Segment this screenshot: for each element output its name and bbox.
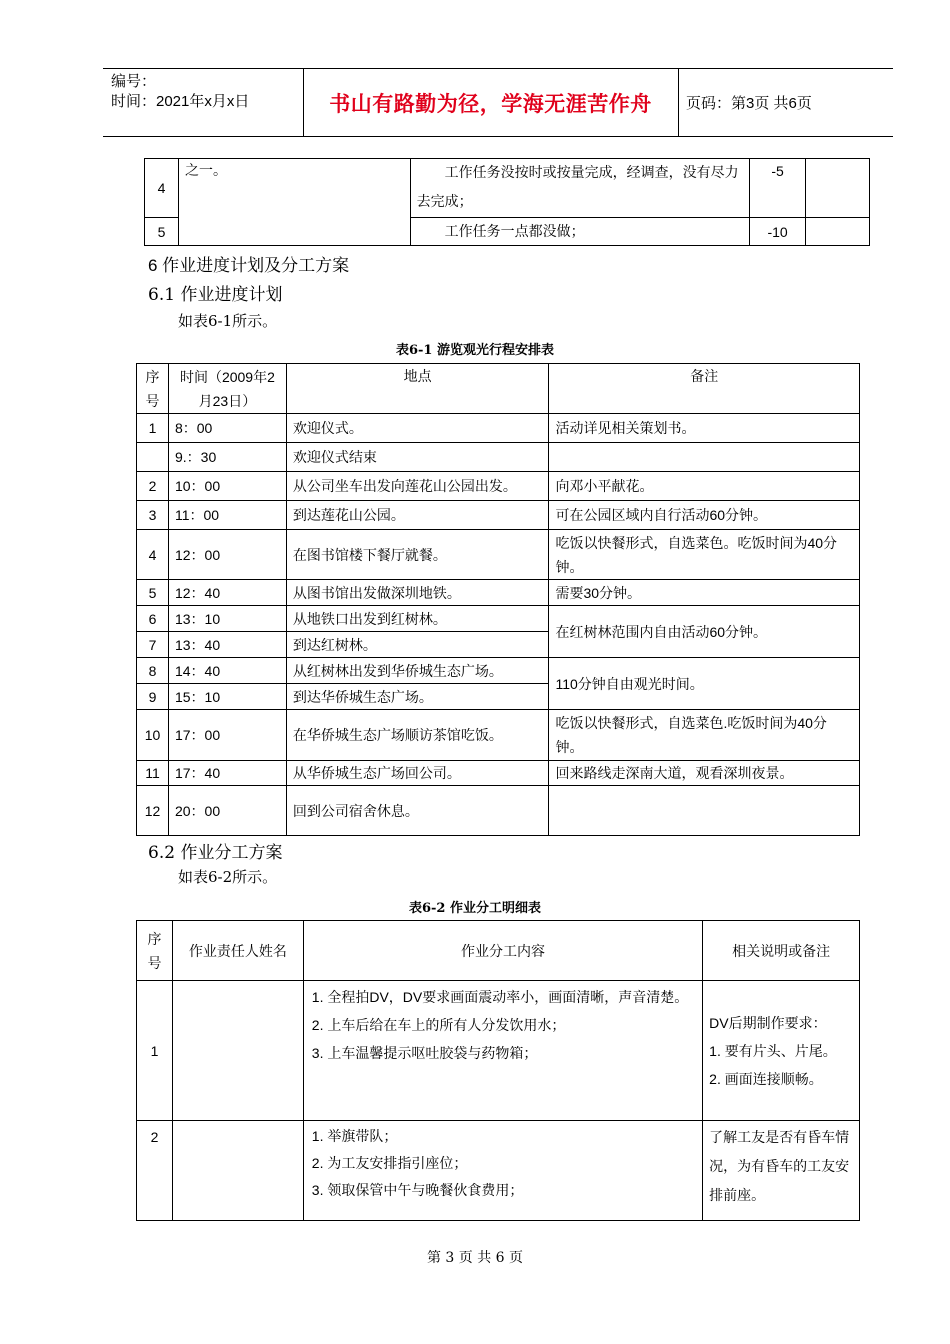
cell-time: 8：00: [168, 414, 286, 443]
table-row: [137, 443, 860, 472]
cell-no: 10: [137, 710, 169, 761]
cell-note: 可在公园区域内自行活动60分钟。: [549, 501, 860, 530]
cell-time: 17：40: [168, 761, 286, 786]
date-label: 时间：2021年x月x日: [111, 93, 250, 110]
cell-no: 4: [137, 530, 169, 580]
cell-no: 7: [137, 632, 169, 658]
cell-place: 在图书馆楼下餐厅就餐。: [286, 530, 549, 580]
cell-time: 20：00: [168, 786, 286, 836]
row-no: 5: [145, 218, 179, 246]
cell-time: 17：00: [168, 710, 286, 761]
header-meta: [103, 69, 304, 136]
header-no: 序号: [137, 364, 169, 414]
header-task: 作业分工内容: [303, 921, 702, 981]
cell-place: 在华侨城生态广场顺访茶馆吃饭。: [286, 710, 549, 761]
row-score: -10: [750, 218, 806, 246]
table-row: [137, 414, 860, 443]
header-no: 序号: [137, 921, 173, 981]
cell-time: 13：10: [168, 606, 286, 632]
cell-name: [172, 1121, 303, 1221]
cell-no: 3: [137, 501, 169, 530]
header-remark: 相关说明或备注: [703, 921, 860, 981]
cell-time: 10：00: [168, 472, 286, 501]
note-line: 2. 画面连接顺畅。: [709, 1070, 823, 1087]
cell-time: 14：40: [168, 658, 286, 684]
cell-no: 2: [137, 472, 169, 501]
cell-place: 从图书馆出发做深圳地铁。: [286, 580, 549, 606]
code-label: 编号：: [111, 73, 157, 90]
cell-note: 需要30分钟。: [549, 580, 860, 606]
section-6-title: 6 作业进度计划及分工方案: [148, 256, 350, 275]
task-line: 2. 为工友安排指引座位；: [311, 1155, 468, 1171]
table-6-1-caption: 表6-1 游览观光行程安排表: [395, 343, 554, 358]
row-extra: [806, 218, 870, 246]
task-line: 1. 全程拍DV，DV要求画面震动率小，画面清晰，声音清楚。: [311, 989, 689, 1005]
table-row: [137, 472, 860, 501]
cell-note: 110分钟自由观光时间。: [549, 658, 860, 710]
row-desc: 工作任务没按时或按量完成，经调查，没有尽力去完成；: [410, 159, 749, 218]
task-line: 2. 上车后给在车上的所有人分发饮用水；: [311, 1017, 566, 1033]
cell-no: 11: [137, 761, 169, 786]
row-item: 之一。: [178, 159, 410, 246]
cell-note: [549, 786, 860, 836]
section-6-1-title: 6.1 作业进度计划: [148, 285, 283, 305]
table-row: [145, 159, 870, 218]
table-row: [137, 1121, 860, 1221]
cell-no: 1: [137, 414, 169, 443]
cell-place: 从红树林出发到华侨城生态广场。: [286, 658, 549, 684]
header-time: 时间（2009年2月23日）: [168, 364, 286, 414]
task-line: 3. 上车温馨提示呕吐胶袋与药物箱；: [311, 1045, 538, 1061]
row-extra: [806, 159, 870, 218]
prev-table: [144, 158, 870, 246]
cell-time: 15：10: [168, 684, 286, 710]
table-row: [137, 786, 860, 836]
cell-note: 活动详见相关策划书。: [549, 414, 860, 443]
cell-no: 9: [137, 684, 169, 710]
page-footer: 第 3 页 共 6 页: [426, 1250, 524, 1266]
cell-note: 向邓小平献花。: [549, 472, 860, 501]
page-header: [103, 68, 893, 137]
cell-place: 到达红树林。: [286, 632, 549, 658]
cell-time: 12：40: [168, 580, 286, 606]
table-row: [137, 580, 860, 606]
cell-note: [549, 443, 860, 472]
cell-no: 6: [137, 606, 169, 632]
section-6-1-text: 如表6-1所示。: [178, 312, 278, 330]
cell-note: 回来路线走深南大道，观看深圳夜景。: [549, 761, 860, 786]
cell-no: 1: [137, 981, 173, 1121]
cell-no: [137, 443, 169, 472]
cell-place: 到达华侨城生态广场。: [286, 684, 549, 710]
table-row: [137, 501, 860, 530]
header-page-cell: [678, 69, 893, 136]
section-6-2-text: 如表6-2所示。: [178, 868, 278, 886]
task-line: 3. 领取保管中午与晚餐伙食费用；: [311, 1182, 524, 1198]
cell-place: 从地铁口出发到红树林。: [286, 606, 549, 632]
cell-place: 欢迎仪式。: [286, 414, 549, 443]
cell-note: 吃饭以快餐形式，自选菜色.吃饭时间为40分钟。: [549, 710, 860, 761]
cell-note: 吃饭以快餐形式，自选菜色。吃饭时间为40分钟。: [549, 530, 860, 580]
header-motto-cell: [303, 69, 679, 136]
note-line: 了解工友是否有昏车情况，为有昏车的工友安排前座。: [709, 1129, 850, 1203]
cell-tasks: [303, 981, 702, 1121]
note-line: 1. 要有片头、片尾。: [709, 1042, 837, 1059]
itinerary-table: [136, 363, 860, 836]
table-6-2-caption: 表6-2 作业分工明细表: [408, 901, 541, 916]
cell-no: 2: [137, 1121, 173, 1221]
cell-time: 13：40: [168, 632, 286, 658]
cell-no: 12: [137, 786, 169, 836]
cell-place: 欢迎仪式结束: [286, 443, 549, 472]
table-header-row: [137, 364, 860, 414]
cell-place: 从公司坐车出发向莲花山公园出发。: [286, 472, 549, 501]
cell-time: 9.：30: [168, 443, 286, 472]
cell-time: 12：00: [168, 530, 286, 580]
cell-name: [172, 981, 303, 1121]
task-line: 1. 举旗带队；: [311, 1128, 398, 1144]
header-place: 地点: [286, 364, 549, 414]
table-row: [137, 606, 860, 632]
cell-notes: [703, 981, 860, 1121]
task-table: [136, 920, 860, 1221]
cell-notes: [703, 1121, 860, 1221]
cell-note: 在红树林范围内自由活动60分钟。: [549, 606, 860, 658]
header-note: 备注: [549, 364, 860, 414]
row-no: 4: [145, 159, 179, 218]
cell-place: 从华侨城生态广场回公司。: [286, 761, 549, 786]
note-line: DV后期制作要求：: [709, 1014, 827, 1031]
cell-no: 5: [137, 580, 169, 606]
section-6-2-title: 6.2 作业分工方案: [148, 843, 283, 863]
table-row: [137, 761, 860, 786]
table-row: [137, 981, 860, 1121]
motto: 书山有路勤为径，学海无涯苦作舟: [329, 90, 652, 116]
table-row: [137, 530, 860, 580]
cell-place: 回到公司宿舍休息。: [286, 786, 549, 836]
cell-tasks: [303, 1121, 702, 1221]
cell-time: 11：00: [168, 501, 286, 530]
row-score: -5: [750, 159, 806, 218]
table-row: [137, 710, 860, 761]
table-header-row: [137, 921, 860, 981]
page-label: 页码：第3页 共6页: [686, 95, 812, 112]
cell-place: 到达莲花山公园。: [286, 501, 549, 530]
cell-no: 8: [137, 658, 169, 684]
row-desc: 工作任务一点都没做；: [410, 218, 749, 246]
header-name: 作业责任人姓名: [172, 921, 303, 981]
table-row: [137, 658, 860, 684]
